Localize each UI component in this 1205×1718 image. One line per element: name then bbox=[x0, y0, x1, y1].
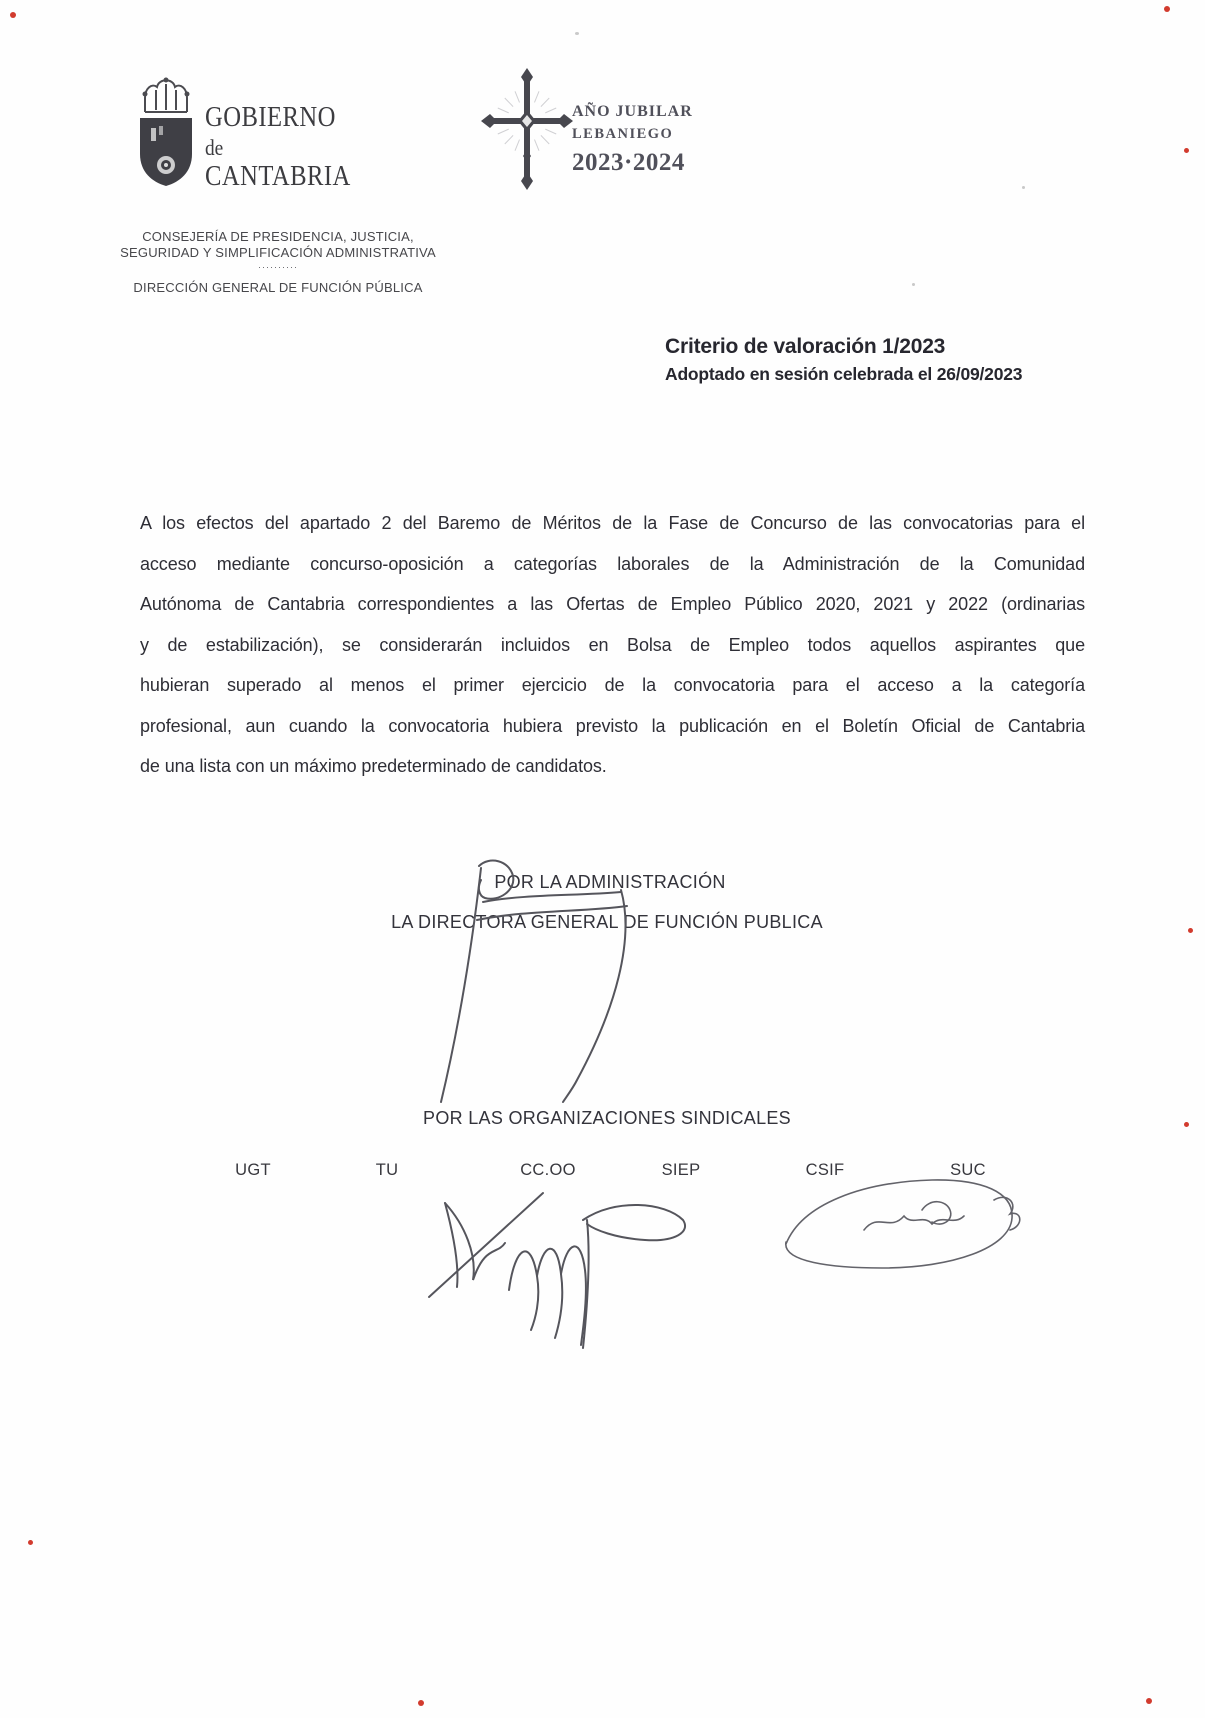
document-title: Criterio de valoración 1/2023 bbox=[665, 335, 946, 358]
scan-artifact-dot bbox=[1184, 148, 1189, 153]
gov-line-de: de bbox=[205, 135, 224, 160]
department-divider-dots: ·········· bbox=[258, 262, 298, 272]
body-line: de una lista con un máximo predeterminado de candidatos. bbox=[140, 756, 607, 776]
gov-line-gobierno: GOBIERNO bbox=[205, 102, 336, 133]
administration-heading: POR LA ADMINISTRACIÓN bbox=[494, 872, 726, 892]
scan-artifact-dot bbox=[1164, 6, 1170, 12]
scan-speck bbox=[575, 32, 579, 35]
union-label-ccoo: CC.OO bbox=[520, 1161, 576, 1179]
scan-artifact-dot bbox=[1184, 1122, 1189, 1127]
body-line: acceso mediante concurso-oposición a categorías laborales de la Administración de la Comunidad bbox=[140, 553, 1085, 574]
union-label-csif: CSIF bbox=[805, 1161, 845, 1179]
document-subtitle: Adoptado en sesión celebrada el 26/09/2023 bbox=[665, 364, 1023, 384]
scan-artifact-dot bbox=[1188, 928, 1193, 933]
jubilee-wordmark bbox=[572, 104, 693, 175]
scan-artifact-dot bbox=[1146, 1698, 1152, 1704]
union-label-ugt: UGT bbox=[235, 1161, 271, 1179]
unions-heading: POR LAS ORGANIZACIONES SINDICALES bbox=[423, 1108, 791, 1128]
union-label-tu: TU bbox=[375, 1161, 399, 1179]
cantabria-coat-of-arms-icon bbox=[135, 72, 197, 190]
body-line: hubieran superado al menos el primer ejercicio de la convocatoria para el acceso a la categoría bbox=[140, 675, 1085, 695]
union-signature-right bbox=[772, 1168, 1022, 1284]
scan-speck bbox=[912, 283, 915, 286]
director-signature bbox=[425, 850, 655, 1110]
jubilee-line2: LEBANIEGO bbox=[572, 126, 674, 142]
department-line2: SEGURIDAD Y SIMPLIFICACIÓN ADMINISTRATIVA bbox=[120, 244, 436, 260]
department-block bbox=[97, 229, 459, 296]
scan-artifact-dot bbox=[418, 1700, 424, 1706]
document-title-block bbox=[665, 336, 1022, 384]
body-line: y de estabilización), se considerarán incluidos en Bolsa de Empleo todos aquellos aspirantes que bbox=[140, 634, 1085, 655]
body-line: profesional, aun cuando la convocatoria hubiera previsto la publicación en el Boletín Oficial de Cantabria bbox=[140, 715, 1085, 736]
director-heading: LA DIRECTORA GENERAL DE FUNCIÓN PUBLICA bbox=[391, 912, 823, 932]
department-line1: CONSEJERÍA DE PRESIDENCIA, JUSTICIA, bbox=[142, 229, 414, 244]
union-label-siep: SIEP bbox=[661, 1161, 701, 1179]
body-line: A los efectos del apartado 2 del Baremo de Méritos de la Fase de Concurso de las convocatorias para el bbox=[140, 513, 1085, 533]
scan-artifact-dot bbox=[28, 1540, 33, 1545]
scan-artifact-dot bbox=[10, 12, 16, 18]
union-signature-middle bbox=[495, 1190, 695, 1350]
jubilee-line1: AÑO JUBILAR bbox=[572, 103, 693, 120]
document-body-paragraph bbox=[140, 503, 1085, 787]
government-wordmark bbox=[205, 104, 351, 191]
lebaniego-cross-icon bbox=[479, 66, 575, 196]
gov-line-cantabria: CANTABRIA bbox=[205, 161, 351, 192]
body-line: Autónoma de Cantabria correspondientes a las Ofertas de Empleo Público 2020, 2021 y 2022 (ordinarias bbox=[140, 594, 1085, 614]
scan-speck bbox=[1022, 186, 1025, 189]
department-line3: DIRECCIÓN GENERAL DE FUNCIÓN PÚBLICA bbox=[133, 280, 423, 295]
jubilee-years: 2023·2024 bbox=[572, 148, 685, 176]
union-label-suc: SUC bbox=[950, 1161, 986, 1179]
